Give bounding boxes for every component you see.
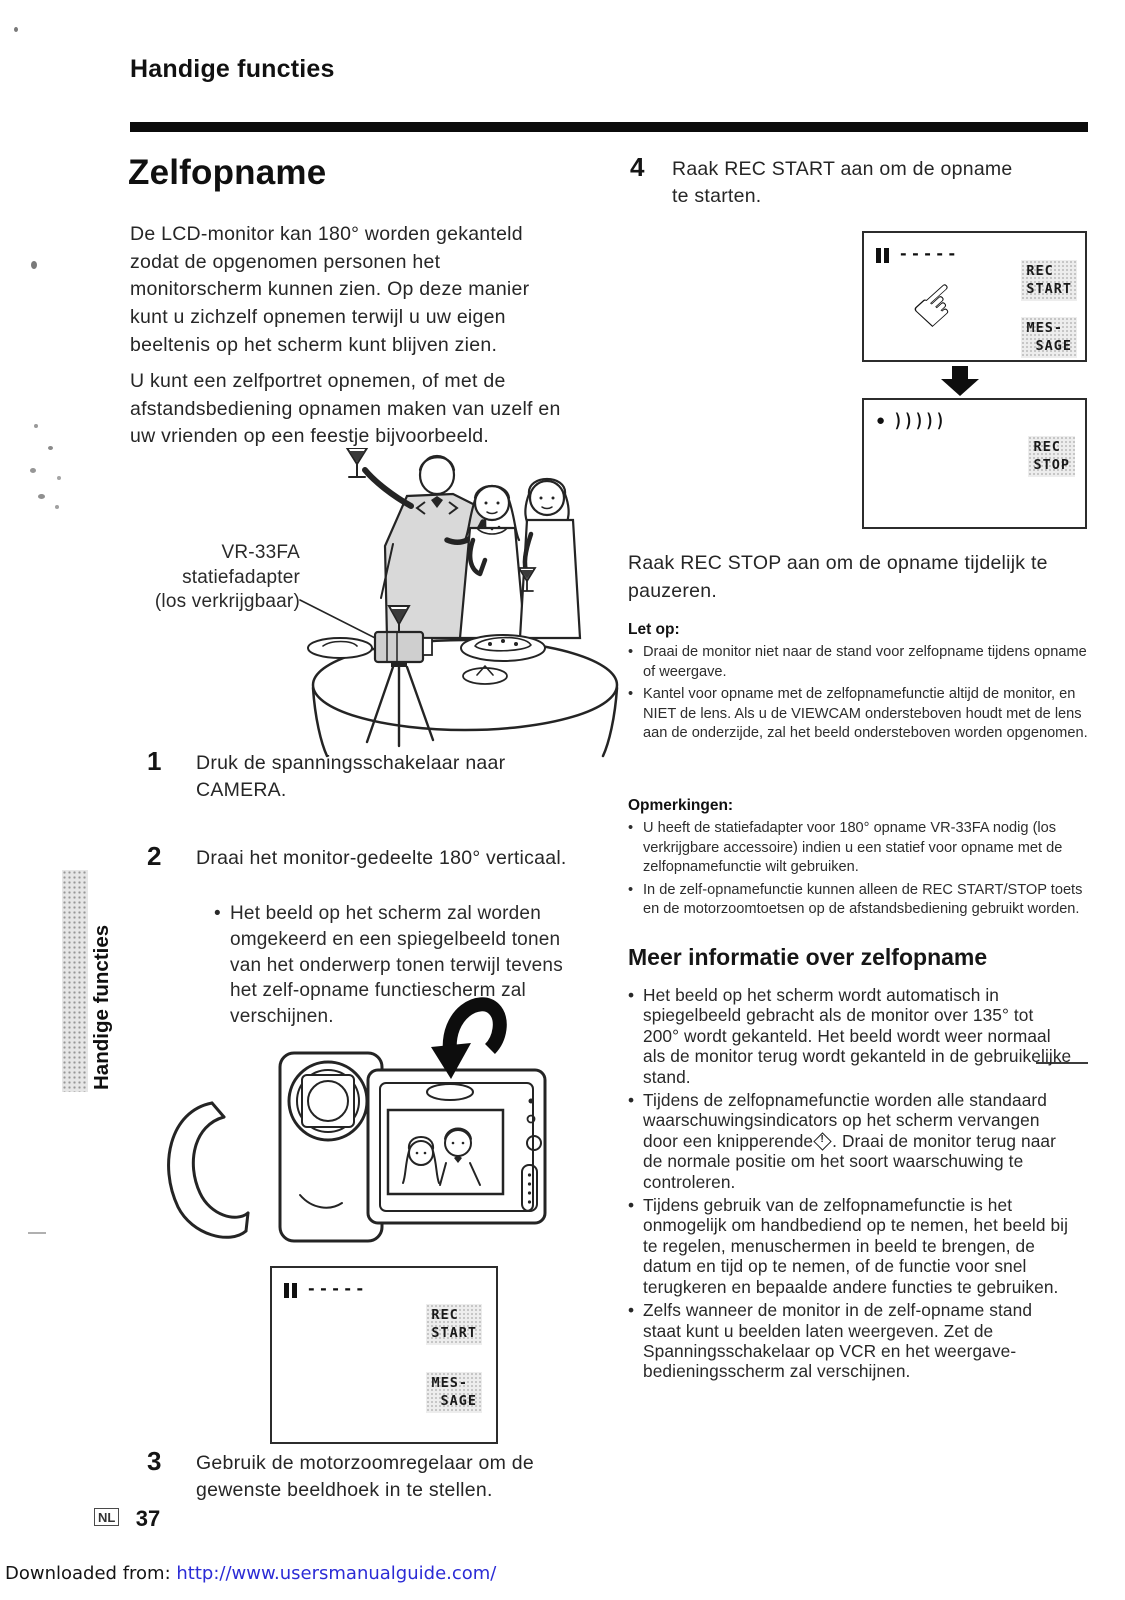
flip-arrow-icon — [431, 1004, 500, 1079]
meer-informatie-heading: Meer informatie over zelfopname — [628, 944, 988, 970]
rec-label: REC — [1026, 263, 1054, 279]
pause-icon — [884, 248, 889, 263]
note-item: • Kantel voor opname met de zelfopnamefunctie altijd de monitor, en NIET de lens. Als u de VIEWCAM ondersteboven houdt met de lens aan de onderzijde, zal het beeld ondersteboven worden opgenomen. — [628, 685, 1100, 744]
scan-speckle — [31, 261, 37, 269]
rec-stop-button[interactable] — [1028, 436, 1075, 477]
scan-speckle — [28, 1232, 46, 1234]
osd-screen-recording — [862, 398, 1087, 529]
note-item: • In de zelf-opnamefunctie kunnen alleen de REC START/STOP toets en de motorzoomtoetsen op de afstandsbediening gebruikt worden. — [628, 881, 1100, 920]
let-op-section — [628, 621, 1100, 747]
download-prefix: Downloaded from: — [5, 1563, 177, 1584]
pause-icon — [284, 1283, 289, 1298]
rec-label: REC — [431, 1307, 459, 1323]
scan-speckle — [30, 468, 36, 473]
pause-indicator — [284, 1279, 367, 1301]
message-button[interactable] — [1021, 317, 1077, 358]
step-text: Druk de spanningsschakelaar naar CAMERA. — [196, 752, 506, 802]
osd-screen-standby-small — [270, 1266, 498, 1444]
start-label: START — [1026, 280, 1072, 297]
scan-speckle — [34, 424, 38, 428]
rec-start-button[interactable] — [426, 1304, 482, 1345]
mes-label: MES- — [1026, 320, 1063, 336]
page-title: Zelfopname — [128, 153, 327, 192]
message-button[interactable] — [426, 1372, 482, 1413]
note-text: . Draai de monitor terug naar de normale positie om het soort waarschuwing te controleren. — [643, 1130, 1056, 1192]
let-op-list — [628, 643, 1100, 744]
note-item: • Het beeld op het scherm wordt automatisch in spiegelbeeld gebracht als de monitor over 135° tot 200° wordt gekanteld. Het beeld wordt weer normaal als de monitor terug wordt gekanteld in de gebruikelijke stand. — [628, 985, 1073, 1087]
pause-instruction: Raak REC STOP aan om de opname tijdelijk te pauzeren. — [628, 552, 1048, 602]
opmerkingen-list — [628, 819, 1100, 920]
step-number: 4 — [630, 152, 645, 182]
pause-icon — [292, 1283, 297, 1298]
language-badge: NL — [94, 1508, 119, 1526]
intro-paragraph-1: De LCD-monitor kan 180° worden gekanteld zodat de opgenomen personen het monitorscherm kunnen zien. Op deze manier kunt u zichzelf opnemen terwijl u uw eigen beeltenis op het scherm kunt blijven zien. — [130, 223, 530, 356]
step-text: Draai het monitor-gedeelte 180° verticaal. — [196, 847, 567, 869]
opmerkingen-section — [628, 797, 1100, 923]
meer-informatie-section — [628, 944, 1090, 1385]
scan-speckle — [48, 446, 53, 450]
pause-icon — [876, 248, 881, 263]
note-item: • Draai de monitor niet naar de stand voor zelfopname tijdens opname of weergave. — [628, 643, 1100, 682]
step-text: Raak REC START aan om de opname te starten. — [672, 158, 1013, 208]
step-number: 1 — [147, 746, 162, 776]
step-number: 2 — [147, 841, 162, 871]
sage-label: SAGE — [440, 1392, 477, 1409]
record-dot-icon: ● — [876, 412, 886, 429]
section-header: Handige functies — [130, 55, 335, 83]
camcorder-illustration — [150, 995, 610, 1250]
let-op-heading: Let op: — [628, 621, 680, 638]
start-label: START — [431, 1324, 477, 1341]
sage-label: SAGE — [1035, 337, 1072, 354]
opmerkingen-heading: Opmerkingen: — [628, 797, 734, 814]
step-subnote: • Het beeld op het scherm zal worden omgekeerd en een spiegelbeeld tonen van het onderwerp tonen terwijl tevens het zelf-opname functiescherm zal verschijnen. — [214, 901, 582, 1030]
note-item: • Zelfs wanneer de monitor in de zelf-opname stand staat kunt u beelden laten weergeven. Zet de Spanningsschakelaar op VCR en het weergave-bedieningsscherm zal verschijnen. — [628, 1300, 1073, 1382]
caption-line: statiefadapter — [182, 566, 300, 588]
osd-screen-standby — [862, 231, 1087, 362]
step-number: 3 — [147, 1446, 162, 1476]
download-url-link[interactable]: http://www.usersmanualguide.com/ — [176, 1563, 497, 1584]
pause-indicator — [876, 244, 959, 266]
note-item: • Tijdens gebruik van de zelfopnamefunctie is het onmogelijk om handbediend op te nemen, het beeld bij te regelen, menuschermen in beeld te brengen, de datum en tijd op te nemen, of de functie voor snel terugkeren en bepaalde andere functies te gebruiken. — [628, 1195, 1073, 1297]
page-footer — [94, 1506, 160, 1532]
down-arrow-icon — [941, 366, 979, 396]
step-text: Gebruik de motorzoomregelaar om de gewenste beeldhoek in te stellen. — [196, 1452, 534, 1502]
warning-diamond-icon — [813, 1132, 831, 1150]
record-arcs: ))))) — [893, 408, 947, 432]
scan-speckle — [14, 27, 18, 32]
sidebar-hatch — [62, 870, 88, 1092]
caption-line: (los verkrijgbaar) — [154, 591, 300, 613]
illustration-caption — [130, 541, 300, 615]
download-footer — [5, 1563, 496, 1584]
scan-speckle — [38, 494, 45, 499]
record-indicator — [876, 408, 947, 432]
stop-label: STOP — [1033, 456, 1070, 473]
rec-start-button[interactable] — [1021, 260, 1077, 301]
note-item — [628, 1090, 1073, 1192]
rec-label: REC — [1033, 439, 1061, 455]
note-text: Tijdens de zelfopnamefunctie worden alle standaard waarschuwingsindicators op het scherm vervangen door een knipperende — [643, 1090, 1047, 1151]
intro-paragraph-2: U kunt een zelfportret opnemen, of met de afstandsbediening opnamen maken van uzelf en uw vrienden op een feestje bijvoorbeeld. — [130, 370, 561, 448]
note-item: • U heeft de statiefadapter voor 180° opname VR-33FA nodig (los verkrijgbare accessoire) indien u een statief voor opname met de zelfopnamefunctie wilt gebruiken. — [628, 819, 1100, 878]
mes-label: MES- — [431, 1375, 468, 1391]
caption-line: VR-33FA — [221, 542, 300, 563]
sidebar-tab-label: Handige functies — [90, 924, 113, 1090]
scan-speckle — [57, 476, 61, 480]
standby-dashes: ----- — [306, 1279, 368, 1298]
scan-speckle — [55, 505, 59, 509]
meer-informatie-list — [628, 985, 1073, 1382]
pointing-hand-icon: ☞ — [897, 264, 977, 345]
page-number: 37 — [135, 1506, 161, 1531]
header-rule — [130, 122, 1088, 132]
standby-dashes: ----- — [898, 244, 960, 263]
